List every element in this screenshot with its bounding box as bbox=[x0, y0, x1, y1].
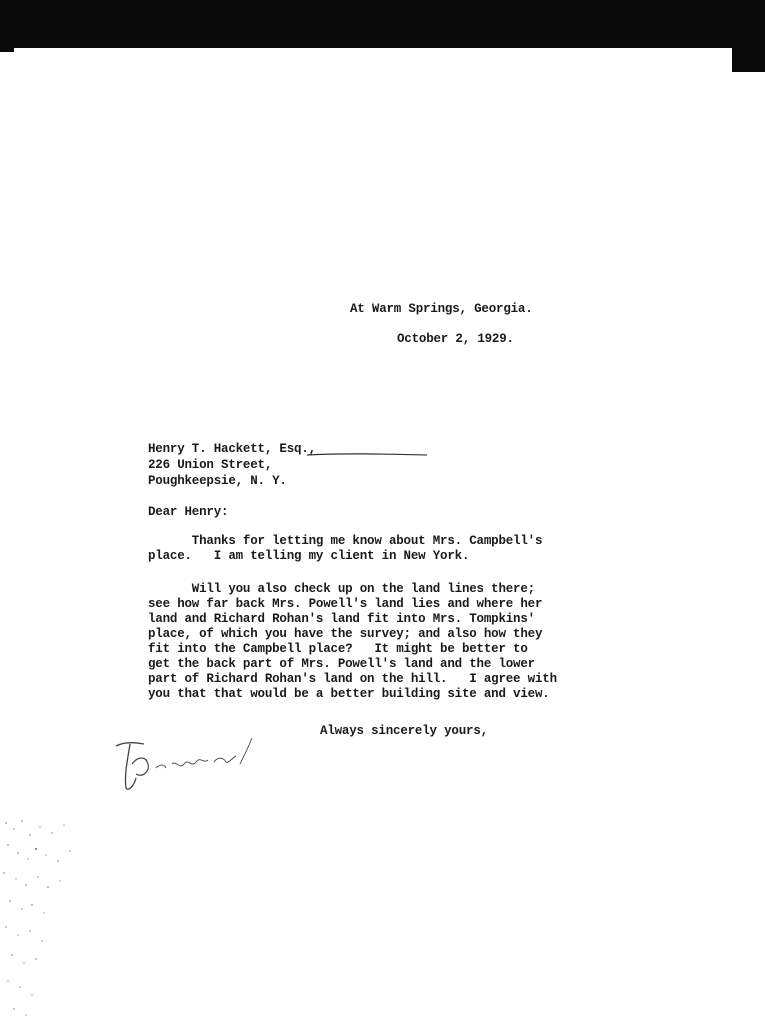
recipient-city: Poughkeepsie, N. Y. bbox=[148, 474, 287, 488]
paragraph-line: get the back part of Mrs. Powell's land and the lower bbox=[148, 657, 535, 671]
paragraph-2 bbox=[148, 582, 588, 702]
pen-underline-stroke bbox=[305, 452, 429, 458]
letter-place: At Warm Springs, Georgia. bbox=[350, 302, 533, 316]
scan-border-edge bbox=[0, 44, 14, 52]
recipient-street: 226 Union Street, bbox=[148, 458, 273, 472]
recipient-name: Henry T. Hackett, Esq., bbox=[148, 442, 316, 456]
salutation: Dear Henry: bbox=[148, 505, 229, 519]
scan-border-corner bbox=[732, 40, 765, 72]
closing: Always sincerely yours, bbox=[320, 724, 488, 738]
paragraph-line: part of Richard Rohan's land on the hill. I agree with bbox=[148, 672, 557, 686]
handwritten-signature bbox=[110, 734, 280, 794]
paragraph-line: place, of which you have the survey; and also how they bbox=[148, 627, 543, 641]
scan-border-top bbox=[0, 0, 765, 48]
paragraph-line: fit into the Campbell place? It might be better to bbox=[148, 642, 528, 656]
scan-speckle-noise bbox=[0, 815, 80, 1021]
paragraph-1 bbox=[148, 534, 588, 564]
paragraph-line: you that that would be a better building site and view. bbox=[148, 687, 550, 701]
letter-date: October 2, 1929. bbox=[397, 332, 514, 346]
paragraph-line: place. I am telling my client in New York. bbox=[148, 549, 470, 563]
paragraph-line: Thanks for letting me know about Mrs. Campbell's bbox=[148, 534, 543, 548]
paragraph-line: see how far back Mrs. Powell's land lies and where her bbox=[148, 597, 543, 611]
paragraph-line: land and Richard Rohan's land fit into Mrs. Tompkins' bbox=[148, 612, 535, 626]
paragraph-line: Will you also check up on the land lines there; bbox=[148, 582, 535, 596]
